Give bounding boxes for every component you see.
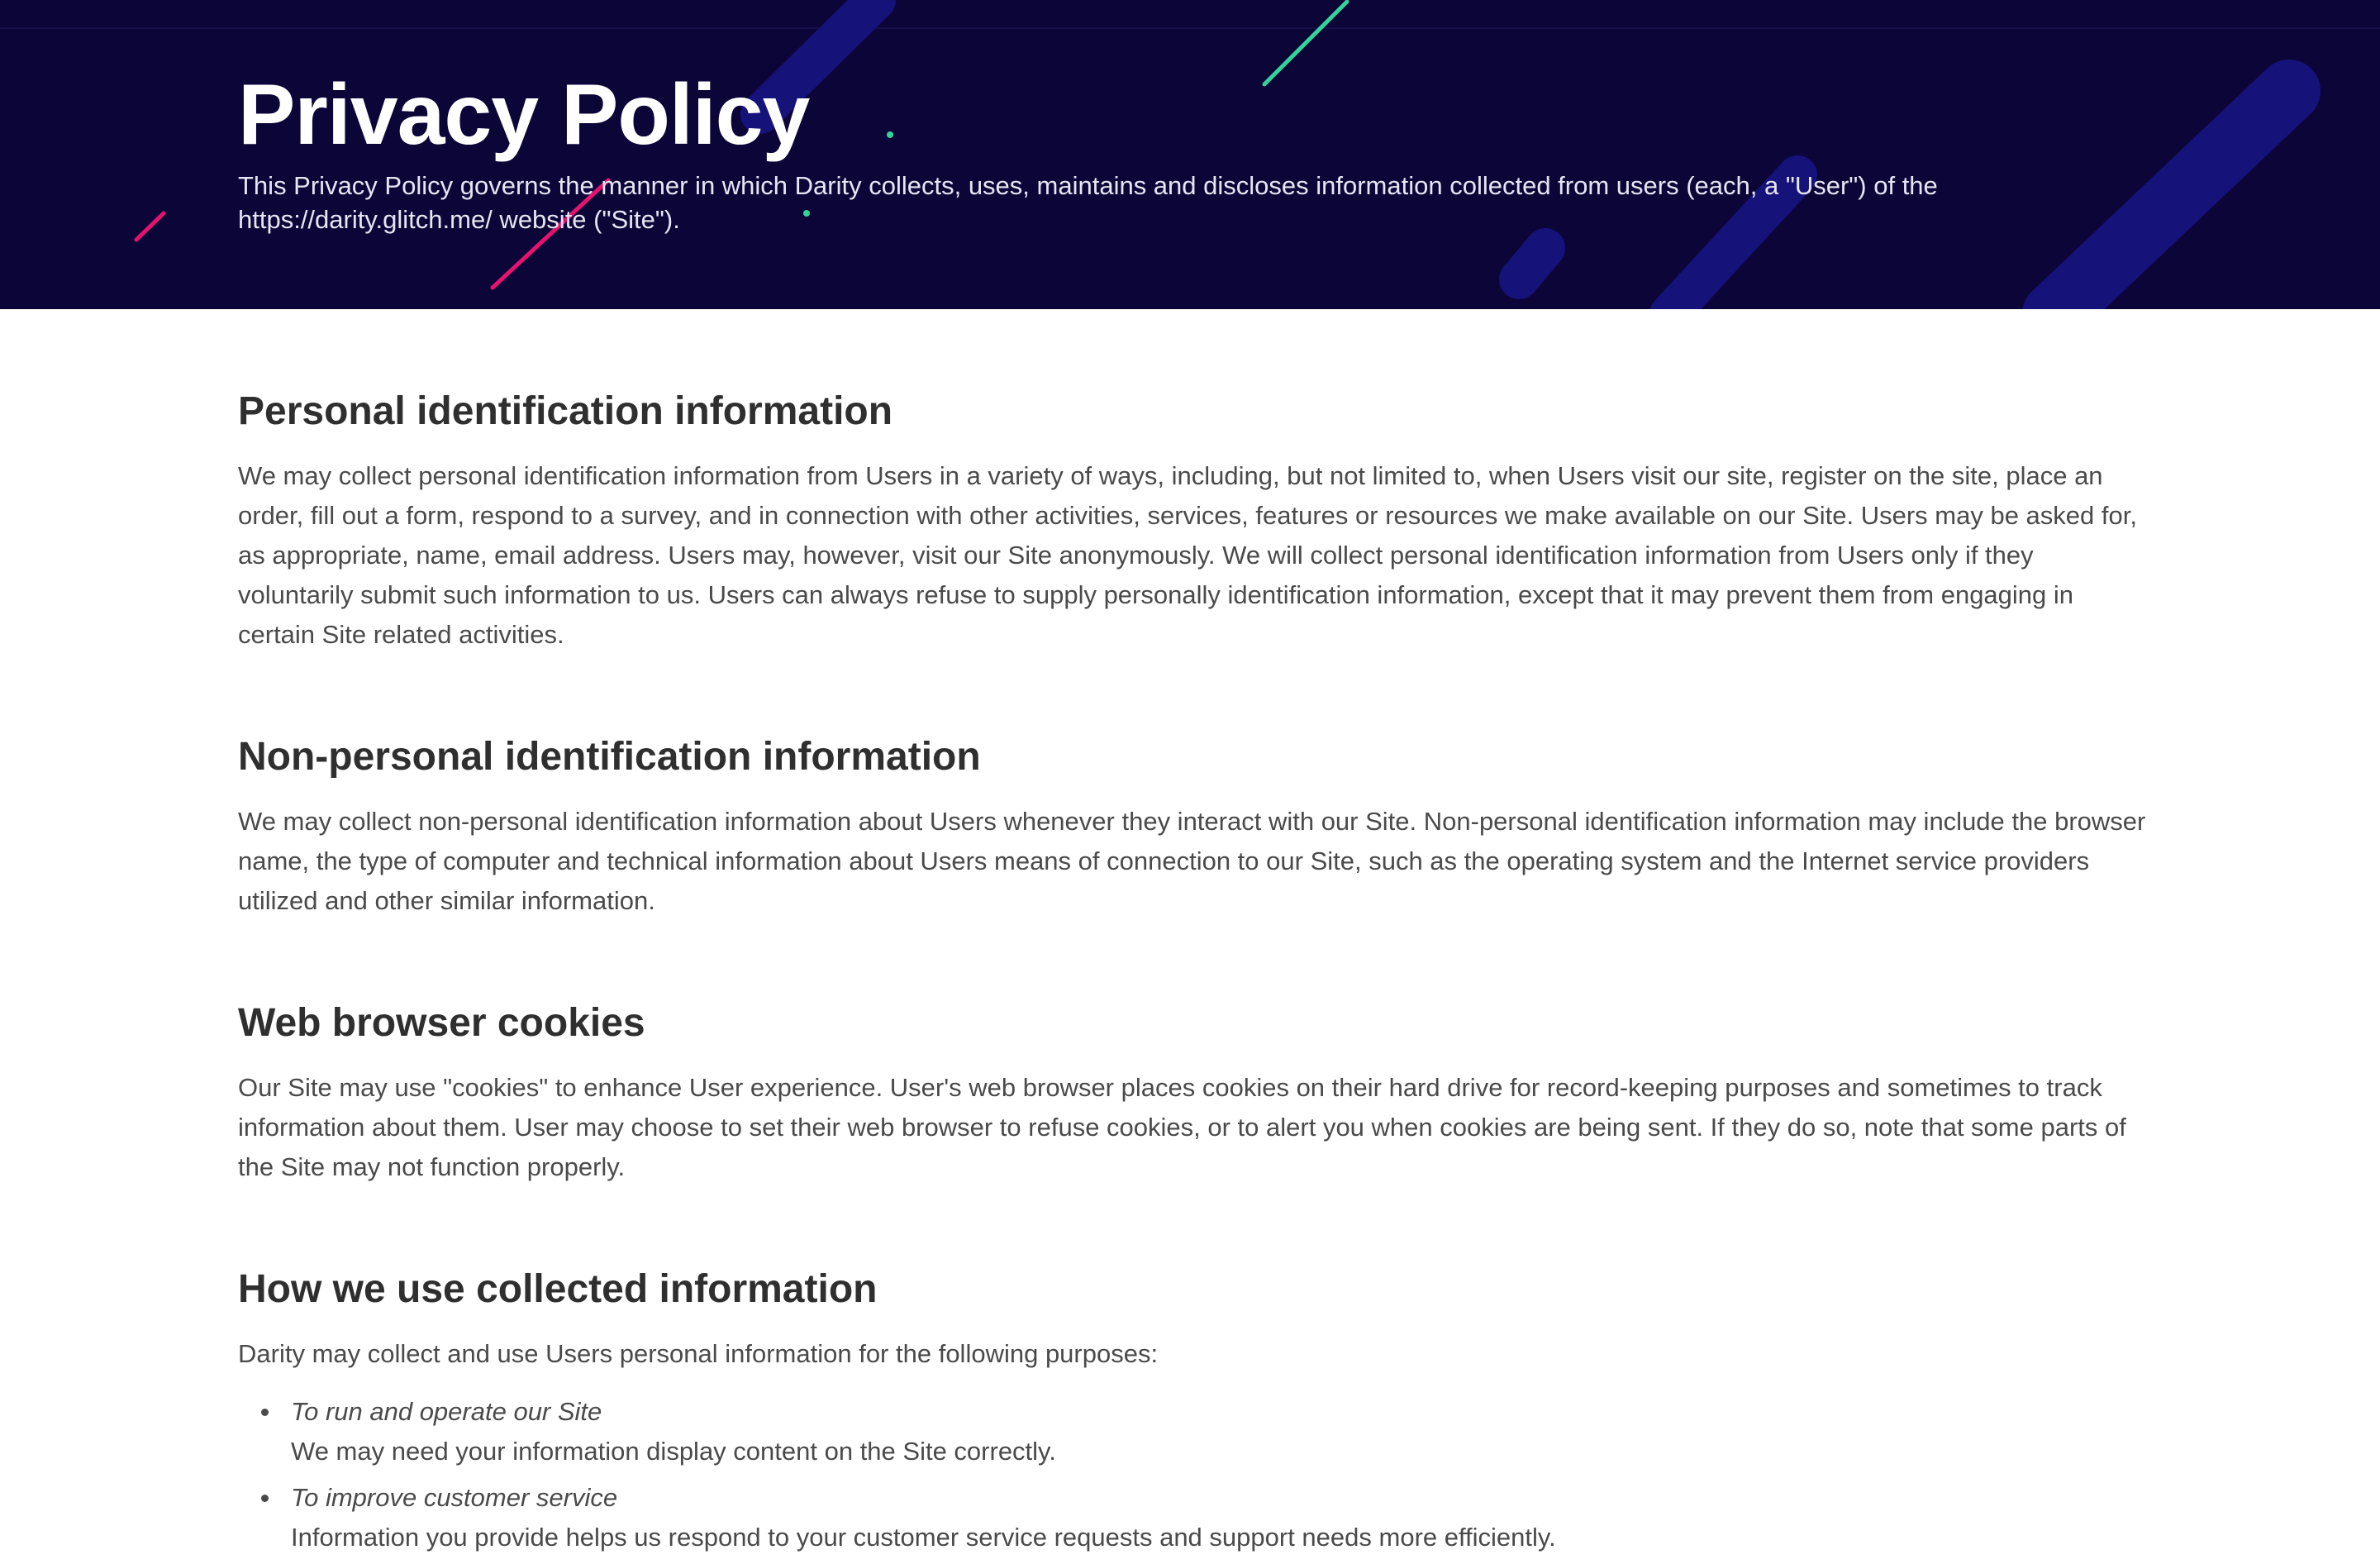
section-body: Darity may collect and use Users personal information for the following purposes: [238, 1339, 1159, 1368]
page-title: Privacy Policy [238, 67, 810, 163]
header-content [238, 64, 2139, 236]
bullet-icon [261, 1495, 269, 1502]
policy-content [238, 309, 2155, 1564]
section-body: We may collect non-personal identification information about Users whenever they interact with our Site. Non-personal identification information may include the browser name, the type of computer and technical information about Users means of connection to our Site, such as the operating system and the Internet service providers utilized and other similar information. [238, 807, 2146, 915]
purposes-list [238, 1392, 2155, 1557]
section-cookies [238, 997, 2155, 1187]
bullet-icon [261, 1409, 269, 1416]
page-intro: This Privacy Policy governs the manner in which Darity collects, uses, maintains and discloses information collected from users (each, a "User") of the https://darity.glitch.me/ website ("Site"). [238, 171, 1938, 234]
purpose-description: Information you provide helps us respond to your customer service requests and support needs more efficiently. [291, 1523, 1556, 1552]
section-heading: Personal identification information [238, 389, 893, 433]
section-how-we-use [238, 1263, 2155, 1557]
section-personal-identification [238, 385, 2155, 655]
purpose-title: To improve customer service [291, 1483, 618, 1512]
purpose-description: We may need your information display content on the Site correctly. [291, 1437, 1056, 1466]
section-body: We may collect personal identification information from Users in a variety of ways, including, but not limited to, when Users visit our site, register on the site, place an order, fill out a form, respond to a survey, and in connection with other activities, services, features or resources we make available on our Site. Users may be asked for, as appropriate, name, email address. Users may, however, visit our Site anonymously. We will collect personal identification information from Users only if they voluntarily submit such information to us. Users can always refuse to supply personally identification information, except that it may prevent them from engaging in certain Site related activities. [238, 461, 2137, 649]
page-header [0, 0, 2380, 309]
list-item [238, 1478, 2155, 1557]
deco-stripe [1519, 248, 1545, 279]
section-heading: How we use collected information [238, 1267, 878, 1311]
purpose-title: To run and operate our Site [291, 1397, 602, 1426]
section-heading: Non-personal identification information [238, 735, 981, 779]
section-heading: Web browser cookies [238, 1001, 645, 1045]
deco-line-pink [136, 213, 164, 240]
list-item [238, 1392, 2155, 1471]
section-non-personal-identification [238, 731, 2155, 921]
section-body: Our Site may use "cookies" to enhance User experience. User's web browser places cookies on their hard drive for record-keeping purposes and sometimes to track information about them. User may choose to set their web browser to refuse cookies, or to alert you when cookies are being sent. If they do so, note that some parts of the Site may not function properly. [238, 1073, 2126, 1181]
